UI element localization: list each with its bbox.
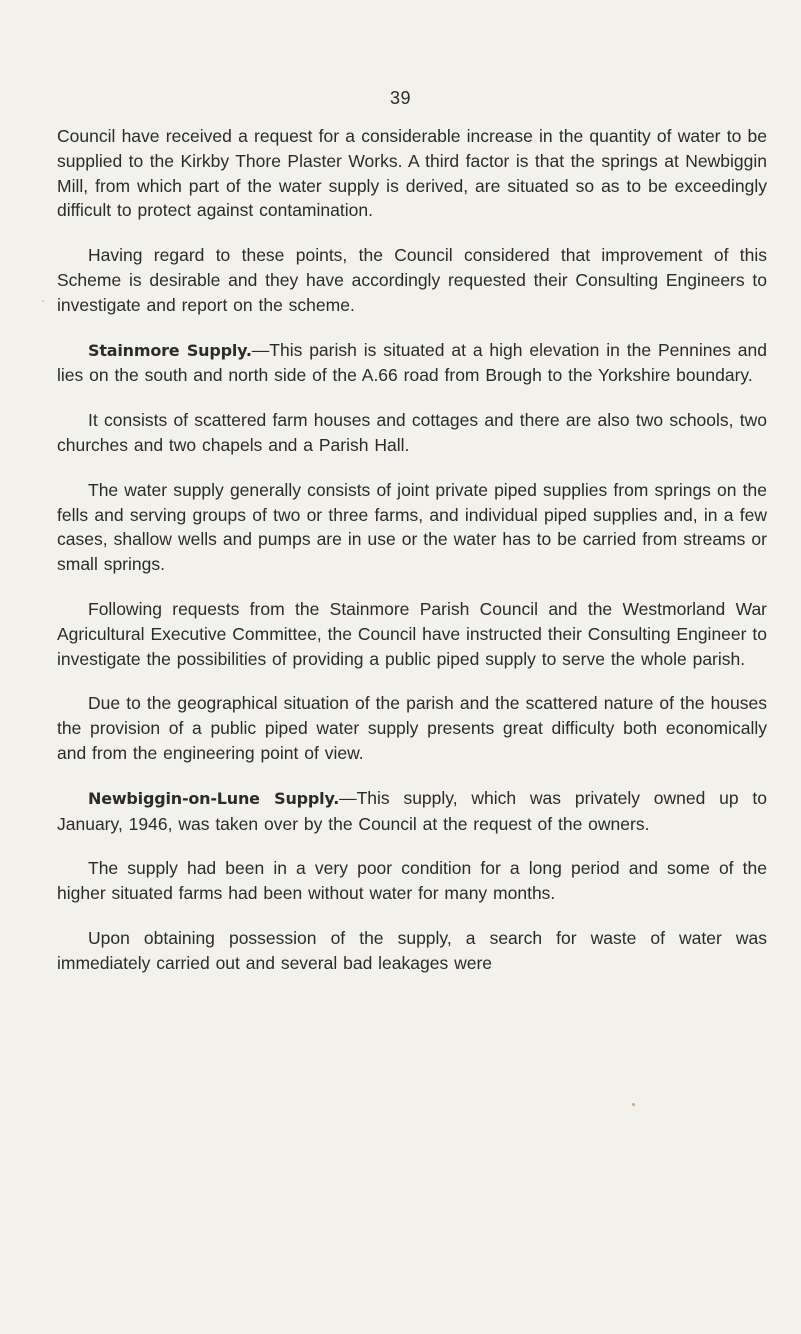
section-heading-newbiggin: Newbiggin-on-Lune Supply. (88, 788, 340, 808)
paragraph-text: It consists of scattered farm houses and cottages and there are also two schools, two churches and two chapels and a Parish Hall. (57, 410, 767, 455)
paragraph-following-requests (57, 597, 767, 671)
body-text (57, 124, 767, 996)
paragraph-geographical-situation (57, 691, 767, 765)
paragraph-poor-condition (57, 856, 767, 906)
paragraph-stainmore-supply (57, 338, 767, 389)
paragraph-text: The supply had been in a very poor condition for a long period and some of the higher situated farms had been without water for many months. (57, 858, 767, 904)
section-heading-stainmore: Stainmore Supply. (88, 340, 252, 360)
paragraph-text: Upon obtaining possession of the supply, a search for waste of water was immediately carried out and several bad leakages were (57, 927, 767, 973)
paper-speck (42, 300, 44, 302)
paragraph-text: Having regard to these points, the Council considered that improvement of this Scheme is desirable and they have accordingly requested their Consulting Engineers to investigate and report on the scheme. (57, 245, 767, 315)
paragraph-obtaining-possession (57, 926, 767, 976)
paragraph-text: —This supply, which was privately owned up to January, 1946, was taken over by the Council at the request of the owners. (57, 787, 767, 834)
paragraph-water-increase (57, 124, 767, 223)
paragraph-scattered-farms (57, 408, 767, 458)
paragraph-text: Council have received a request for a considerable increase in the quantity of water to be supplied to the Kirkby Thore Plaster Works. A third factor is that the springs at Newbiggin Mill, from which part of the water supply is derived, are situated so as to be exceedingly difficult to protect against contamination. (57, 126, 767, 221)
paragraph-text: Following requests from the Stainmore Parish Council and the Westmorland War Agricultural Executive Committee, the Council have instructed their Consulting Engineer to investigate the possibilities of providing a public piped supply to serve the whole parish. (57, 598, 767, 669)
page-number: 39 (389, 88, 412, 108)
paragraph-text: The water supply generally consists of joint private piped supplies from springs on the fells and serving groups of two or three farms, and individual piped supplies and, in a few cases, shallow wells and pumps are in use or the water has to be carried from streams or small springs. (57, 479, 767, 575)
paragraph-water-supply-generally (57, 478, 767, 577)
paper-speck (632, 1103, 635, 1106)
paragraph-text: Due to the geographical situation of the parish and the scattered nature of the houses the provision of a public piped water supply presents great difficulty both economically and from the engineering point of view. (57, 693, 767, 763)
paragraph-improvement (57, 243, 767, 317)
paragraph-text: —This parish is situated at a high elevation in the Pennines and lies on the south and north side of the A.66 road from Brough to the Yorkshire boundary. (57, 339, 767, 386)
paragraph-newbiggin-supply (57, 786, 767, 837)
